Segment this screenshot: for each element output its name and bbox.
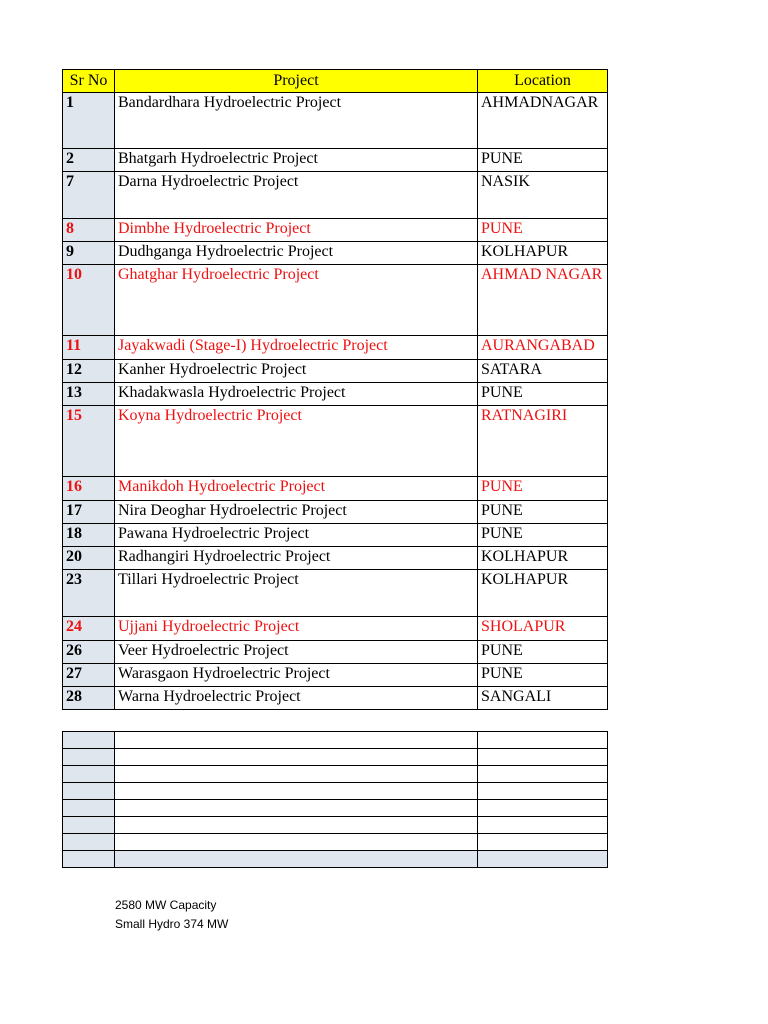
- sr-no-cell: 1: [63, 93, 115, 149]
- empty-cell: [478, 766, 608, 783]
- table-row: [63, 547, 608, 570]
- empty-cell: [63, 783, 115, 800]
- table-row: [63, 570, 608, 617]
- table-row: [63, 242, 608, 265]
- project-cell: Tillari Hydroelectric Project: [115, 570, 478, 617]
- location-cell: SATARA: [478, 360, 608, 383]
- table-row: [63, 265, 608, 336]
- empty-cell: [63, 800, 115, 817]
- location-cell: PUNE: [478, 477, 608, 501]
- table-row: [63, 406, 608, 477]
- empty-cell: [115, 749, 478, 766]
- location-cell: PUNE: [478, 524, 608, 547]
- project-cell: Veer Hydroelectric Project: [115, 641, 478, 664]
- table-row: [63, 336, 608, 360]
- table-row: [63, 687, 608, 710]
- location-cell: RATNAGIRI: [478, 406, 608, 477]
- location-cell: PUNE: [478, 501, 608, 524]
- table-row: [63, 149, 608, 172]
- sr-no-cell: 7: [63, 172, 115, 219]
- empty-row: [63, 851, 608, 868]
- sr-no-cell: 10: [63, 265, 115, 336]
- empty-cell: [478, 749, 608, 766]
- empty-cell: [478, 851, 608, 868]
- project-cell: Nira Deoghar Hydroelectric Project: [115, 501, 478, 524]
- sr-no-cell: 9: [63, 242, 115, 265]
- sr-no-cell: 17: [63, 501, 115, 524]
- location-cell: PUNE: [478, 641, 608, 664]
- capacity-note: 2580 MW Capacity: [115, 898, 217, 912]
- project-cell: Ujjani Hydroelectric Project: [115, 617, 478, 641]
- sr-no-cell: 28: [63, 687, 115, 710]
- empty-cell: [478, 732, 608, 749]
- location-cell: AHMADNAGAR: [478, 93, 608, 149]
- empty-cell: [63, 749, 115, 766]
- location-cell: SANGALI: [478, 687, 608, 710]
- project-cell: Bhatgarh Hydroelectric Project: [115, 149, 478, 172]
- project-cell: Dimbhe Hydroelectric Project: [115, 219, 478, 242]
- table-row: [63, 219, 608, 242]
- empty-row: [63, 783, 608, 800]
- empty-table: [62, 731, 608, 868]
- sr-no-cell: 12: [63, 360, 115, 383]
- location-cell: AHMAD NAGAR: [478, 265, 608, 336]
- sr-no-cell: 13: [63, 383, 115, 406]
- sr-no-cell: 16: [63, 477, 115, 501]
- empty-cell: [63, 817, 115, 834]
- project-cell: Darna Hydroelectric Project: [115, 172, 478, 219]
- project-cell: Ghatghar Hydroelectric Project: [115, 265, 478, 336]
- location-cell: PUNE: [478, 219, 608, 242]
- table-row: [63, 360, 608, 383]
- empty-cell: [115, 817, 478, 834]
- header-location: Location: [478, 70, 608, 93]
- empty-cell: [478, 817, 608, 834]
- empty-row: [63, 766, 608, 783]
- sr-no-cell: 18: [63, 524, 115, 547]
- location-cell: KOLHAPUR: [478, 570, 608, 617]
- empty-cell: [115, 834, 478, 851]
- table-row: [63, 93, 608, 149]
- table-row: [63, 501, 608, 524]
- sr-no-cell: 15: [63, 406, 115, 477]
- location-cell: PUNE: [478, 149, 608, 172]
- project-cell: Warna Hydroelectric Project: [115, 687, 478, 710]
- location-cell: PUNE: [478, 664, 608, 687]
- project-cell: Pawana Hydroelectric Project: [115, 524, 478, 547]
- header-project: Project: [115, 70, 478, 93]
- sr-no-cell: 2: [63, 149, 115, 172]
- project-cell: Dudhganga Hydroelectric Project: [115, 242, 478, 265]
- table-row: [63, 617, 608, 641]
- empty-cell: [478, 834, 608, 851]
- project-cell: Khadakwasla Hydroelectric Project: [115, 383, 478, 406]
- location-cell: AURANGABAD: [478, 336, 608, 360]
- table-row: [63, 383, 608, 406]
- empty-cell: [478, 783, 608, 800]
- empty-cell: [63, 851, 115, 868]
- small-hydro-note: Small Hydro 374 MW: [115, 917, 229, 931]
- project-cell: Kanher Hydroelectric Project: [115, 360, 478, 383]
- sr-no-cell: 11: [63, 336, 115, 360]
- location-cell: PUNE: [478, 383, 608, 406]
- project-cell: Radhangiri Hydroelectric Project: [115, 547, 478, 570]
- empty-cell: [115, 783, 478, 800]
- empty-row: [63, 817, 608, 834]
- location-cell: NASIK: [478, 172, 608, 219]
- empty-cell: [115, 851, 478, 868]
- empty-cell: [63, 766, 115, 783]
- empty-cell: [115, 766, 478, 783]
- sr-no-cell: 8: [63, 219, 115, 242]
- project-cell: Warasgaon Hydroelectric Project: [115, 664, 478, 687]
- project-cell: Koyna Hydroelectric Project: [115, 406, 478, 477]
- empty-cell: [63, 834, 115, 851]
- header-row: [63, 70, 608, 93]
- empty-row: [63, 800, 608, 817]
- table-row: [63, 524, 608, 547]
- location-cell: KOLHAPUR: [478, 242, 608, 265]
- projects-table: [62, 69, 608, 710]
- table-row: [63, 664, 608, 687]
- project-cell: Jayakwadi (Stage-I) Hydroelectric Project: [115, 336, 478, 360]
- empty-cell: [115, 800, 478, 817]
- sr-no-cell: 23: [63, 570, 115, 617]
- location-cell: KOLHAPUR: [478, 547, 608, 570]
- empty-row: [63, 732, 608, 749]
- empty-cell: [63, 732, 115, 749]
- table-row: [63, 172, 608, 219]
- sr-no-cell: 26: [63, 641, 115, 664]
- empty-row: [63, 834, 608, 851]
- empty-row: [63, 749, 608, 766]
- empty-cell: [478, 800, 608, 817]
- table-row: [63, 641, 608, 664]
- location-cell: SHOLAPUR: [478, 617, 608, 641]
- empty-cell: [115, 732, 478, 749]
- sr-no-cell: 27: [63, 664, 115, 687]
- sr-no-cell: 20: [63, 547, 115, 570]
- notes: [115, 896, 228, 934]
- project-cell: Bandardhara Hydroelectric Project: [115, 93, 478, 149]
- sr-no-cell: 24: [63, 617, 115, 641]
- table-row: [63, 477, 608, 501]
- project-cell: Manikdoh Hydroelectric Project: [115, 477, 478, 501]
- header-sr-no: Sr No: [63, 70, 115, 93]
